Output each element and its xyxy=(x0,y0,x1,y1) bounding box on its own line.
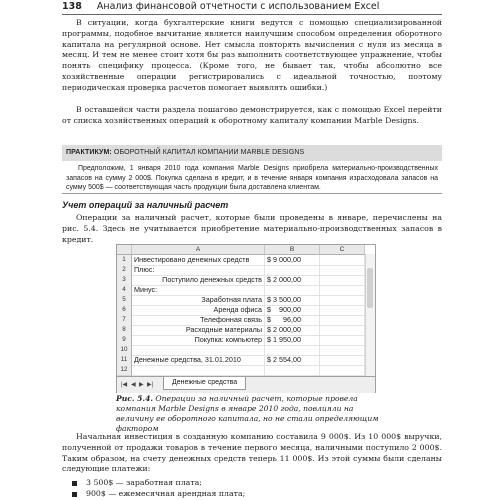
row-header[interactable]: 3 xyxy=(117,275,132,286)
practicum-title: ОБОРОТНЫЙ КАПИТАЛ КОМПАНИИ MARBLE DESIGNS xyxy=(113,149,305,156)
running-header-title: Анализ финансовой отчетности с использованием Excel xyxy=(96,1,380,12)
cell-a-text: Денежные средства, 31.01.2010 xyxy=(134,355,241,364)
sheet-tab[interactable]: Денежные средства xyxy=(163,377,246,390)
row-header[interactable]: 6 xyxy=(117,305,132,316)
section-heading: Учет операций за наличный расчет xyxy=(62,200,229,210)
figure-label: Рис. 5.4. xyxy=(116,394,153,403)
row-header[interactable]: 2 xyxy=(117,265,132,276)
running-header xyxy=(62,0,442,15)
practicum-body: Предположим, 1 января 2010 года компания Marble Designs приобрела материально-производственных запасов на сумму 2 000$. Покупка сделана в кредит, и в течение января компания израсходовала запасов на сумму 500$ — соответствующая часть продукции была доставлена клиентам. xyxy=(66,165,438,192)
cell-b-text: $ 2 000,00 xyxy=(267,275,301,284)
vertical-scrollbar[interactable] xyxy=(365,254,375,376)
cell-b-text: $ 1 950,00 xyxy=(267,335,301,344)
practicum-sidebar xyxy=(62,145,442,194)
practicum-heading xyxy=(62,145,442,161)
row-header[interactable]: 5 xyxy=(117,295,132,306)
cell-a-text: Покупка: компьютер xyxy=(194,335,262,344)
last-sheet-icon[interactable]: ▶| xyxy=(147,382,154,388)
section-paragraph: Операции за наличный расчет, которые были проведены в январе, перечислены на рис. 5.4. Здесь не учитывается приобретение материально-производственных запасов в кредит. xyxy=(62,213,442,244)
column-header-a[interactable]: A xyxy=(132,245,265,255)
cell-b-text: $ 96,00 xyxy=(267,315,301,324)
cell-a[interactable] xyxy=(132,365,265,376)
cell-b-text: $ 900,00 xyxy=(267,305,301,314)
cell-b-text xyxy=(265,345,269,354)
cell-a-text: Инвестировано денежных средств xyxy=(134,255,250,264)
cell-a-text: Минус: xyxy=(134,285,158,294)
column-header-b[interactable]: B xyxy=(265,245,320,255)
cell-a-text xyxy=(132,365,136,374)
list-item: 3 500$ — заработная плата; xyxy=(68,478,245,489)
row-header[interactable]: 7 xyxy=(117,315,132,326)
intro-paragraph-1: В ситуации, когда бухгалтерские книги ведутся с помощью специализированной программы, подобное вычитание является наилучшим способом определения оборотного капитала на регулярной основе. Нет смысла повторять вычисления с нуля из месяца в месяц. И тем не менее стоит хотя бы раз выполнить соответствующее упражнение, чтобы понять специфику процесса. (Кроме того, не бывает так, чтобы абсолютно все хозяйственные операции регистрировались с идеальной точностью, поэтому периодическая проверка расчетов помогает выявлять ошибки.) xyxy=(62,18,442,92)
cell-a-text: Телефонная связь xyxy=(200,315,262,324)
cell-b-text: $ 3 500,00 xyxy=(267,295,301,304)
row-header[interactable]: 11 xyxy=(117,355,132,366)
scrollbar-thumb[interactable] xyxy=(367,268,373,308)
practicum-label: ПРАКТИКУМ: xyxy=(66,149,112,156)
row-header[interactable]: 4 xyxy=(117,285,132,296)
page-number: 138 xyxy=(62,1,82,12)
payment-list xyxy=(68,478,245,500)
cell-a-text: Заработная плата xyxy=(201,295,262,304)
cell-a-text xyxy=(132,345,136,354)
body-paragraph: Начальная инвестиция в созданную компанию составила 9 000$. Из 10 000$ выручки, полученной от продажи товаров в течение первого месяца, наличными поступило 2 000$. Таким образом, на счету денежных средств теперь 11 000$. Из этой суммы были сделаны следующие платежи: xyxy=(62,432,442,474)
cell-b-text: $ 9 000,00 xyxy=(267,255,301,264)
row-header[interactable]: 12 xyxy=(117,365,132,376)
list-item: 900$ — ежемесячная арендная плата; xyxy=(68,489,245,500)
cell-a-text: Плюс: xyxy=(134,265,155,274)
row-header[interactable]: 9 xyxy=(117,335,132,346)
prev-sheet-icon[interactable]: ◀ xyxy=(131,382,136,388)
next-sheet-icon[interactable]: ▶ xyxy=(139,382,144,388)
cell-a-text: Аренда офиса xyxy=(213,305,262,314)
cell-b[interactable] xyxy=(265,365,320,376)
cell-b-text: $ 2 000,00 xyxy=(267,325,301,334)
first-sheet-icon[interactable]: |◀ xyxy=(121,382,128,388)
cell-b-text xyxy=(265,285,269,294)
figure-caption-text: Операции за наличный расчет, которые провела компания Marble Designs в январе 2010 года, повлияли на величину ее оборотного капитала, но не стали определяющим фактором xyxy=(116,394,379,433)
spreadsheet-figure xyxy=(116,244,376,393)
sheet-tab-bar xyxy=(117,376,375,393)
cell-b-text xyxy=(265,365,269,374)
column-header-c[interactable]: C xyxy=(320,245,365,255)
figure-caption xyxy=(116,394,384,434)
row-header[interactable]: 1 xyxy=(117,255,132,266)
intro-paragraph-2: В оставшейся части раздела пошагово демонстрируется, как с помощью Excel перейти от списка хозяйственных операций к оборотному капиталу компании Marble Designs. xyxy=(62,105,442,125)
cell-c[interactable] xyxy=(320,365,365,376)
row-header[interactable]: 10 xyxy=(117,345,132,356)
cell-b-text: $ 2 554,00 xyxy=(267,355,301,364)
cell-a-text: Поступило денежных средств xyxy=(162,275,262,284)
row-header[interactable]: 8 xyxy=(117,325,132,336)
cell-b-text xyxy=(265,265,269,274)
corner-header[interactable] xyxy=(117,245,132,255)
cell-a-text: Расходные материалы xyxy=(185,325,262,334)
